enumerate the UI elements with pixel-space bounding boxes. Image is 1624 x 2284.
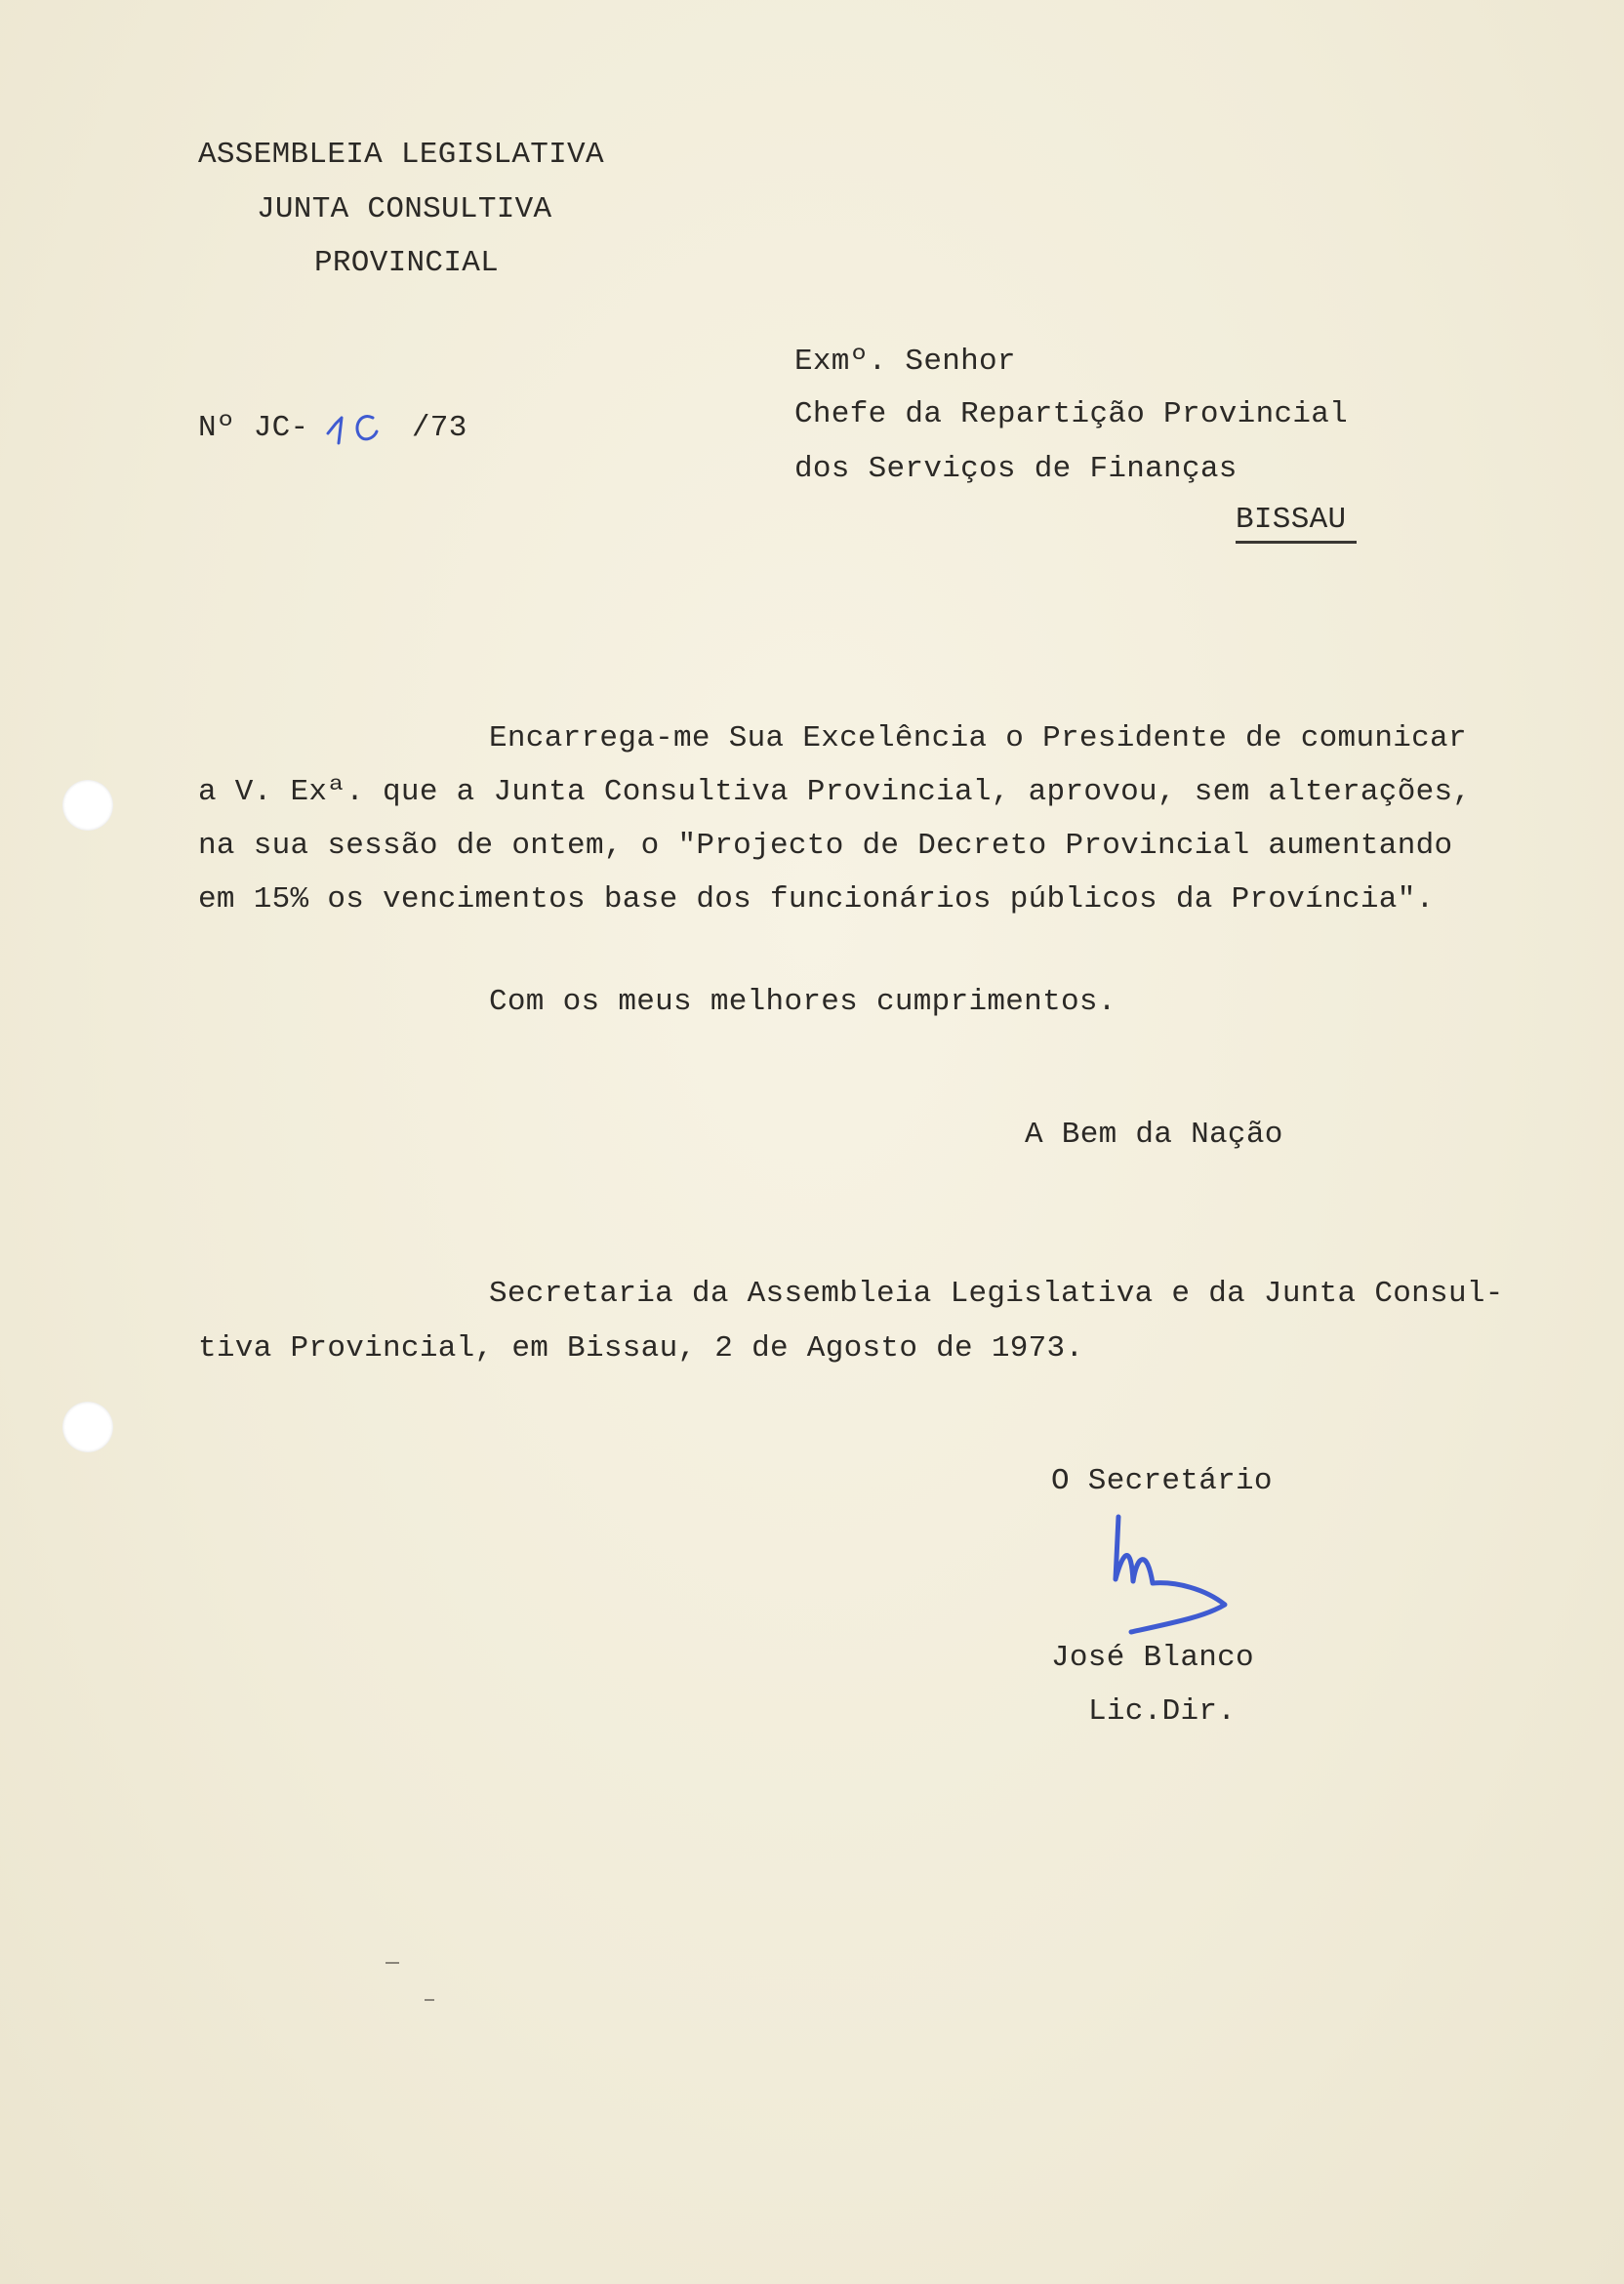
- city-underline: [1236, 541, 1357, 544]
- letterhead-line-2: JUNTA CONSULTIVA: [257, 192, 552, 226]
- recipient-department: dos Serviços de Finanças: [794, 452, 1238, 486]
- closing-motto: A Bem da Nação: [1025, 1118, 1283, 1152]
- punch-hole-top: [62, 780, 113, 831]
- recipient-office: Chefe da Repartição Provincial: [794, 397, 1349, 431]
- punch-hole-bottom: [62, 1402, 113, 1452]
- body-line-1: Encarrega-me Sua Excelência o Presidente de comunicar: [489, 721, 1467, 755]
- reference-suffix: /73: [393, 411, 467, 445]
- recipient-city: BISSAU: [1236, 503, 1347, 537]
- signatory-role: O Secretário: [1051, 1464, 1273, 1498]
- handwritten-reference-number: [322, 402, 385, 447]
- paper-speck: [425, 1999, 434, 2001]
- place-date-line-1: Secretaria da Assembleia Legislativa e da Junta Consul-: [489, 1277, 1504, 1311]
- signatory-title: Lic.Dir.: [1088, 1694, 1237, 1729]
- place-date-line-2: tiva Provincial, em Bissau, 2 de Agosto de 1973.: [198, 1331, 1084, 1366]
- body-line-4: em 15% os vencimentos base dos funcionários públicos da Província".: [198, 882, 1435, 917]
- closing-greeting: Com os meus melhores cumprimentos.: [489, 985, 1116, 1019]
- letterhead-line-3: PROVINCIAL: [314, 246, 500, 280]
- signatory-name: José Blanco: [1051, 1641, 1254, 1675]
- body-line-3: na sua sessão de ontem, o "Projecto de Decreto Provincial aumentando: [198, 829, 1453, 863]
- recipient-salutation: Exmº. Senhor: [794, 345, 1016, 379]
- body-line-2: a V. Exª. que a Junta Consultiva Provincial, aprovou, sem alterações,: [198, 775, 1472, 809]
- letterhead-line-1: ASSEMBLEIA LEGISLATIVA: [198, 138, 604, 172]
- reference-prefix: Nº JC-: [198, 411, 309, 445]
- paper-speck: [386, 1962, 399, 1964]
